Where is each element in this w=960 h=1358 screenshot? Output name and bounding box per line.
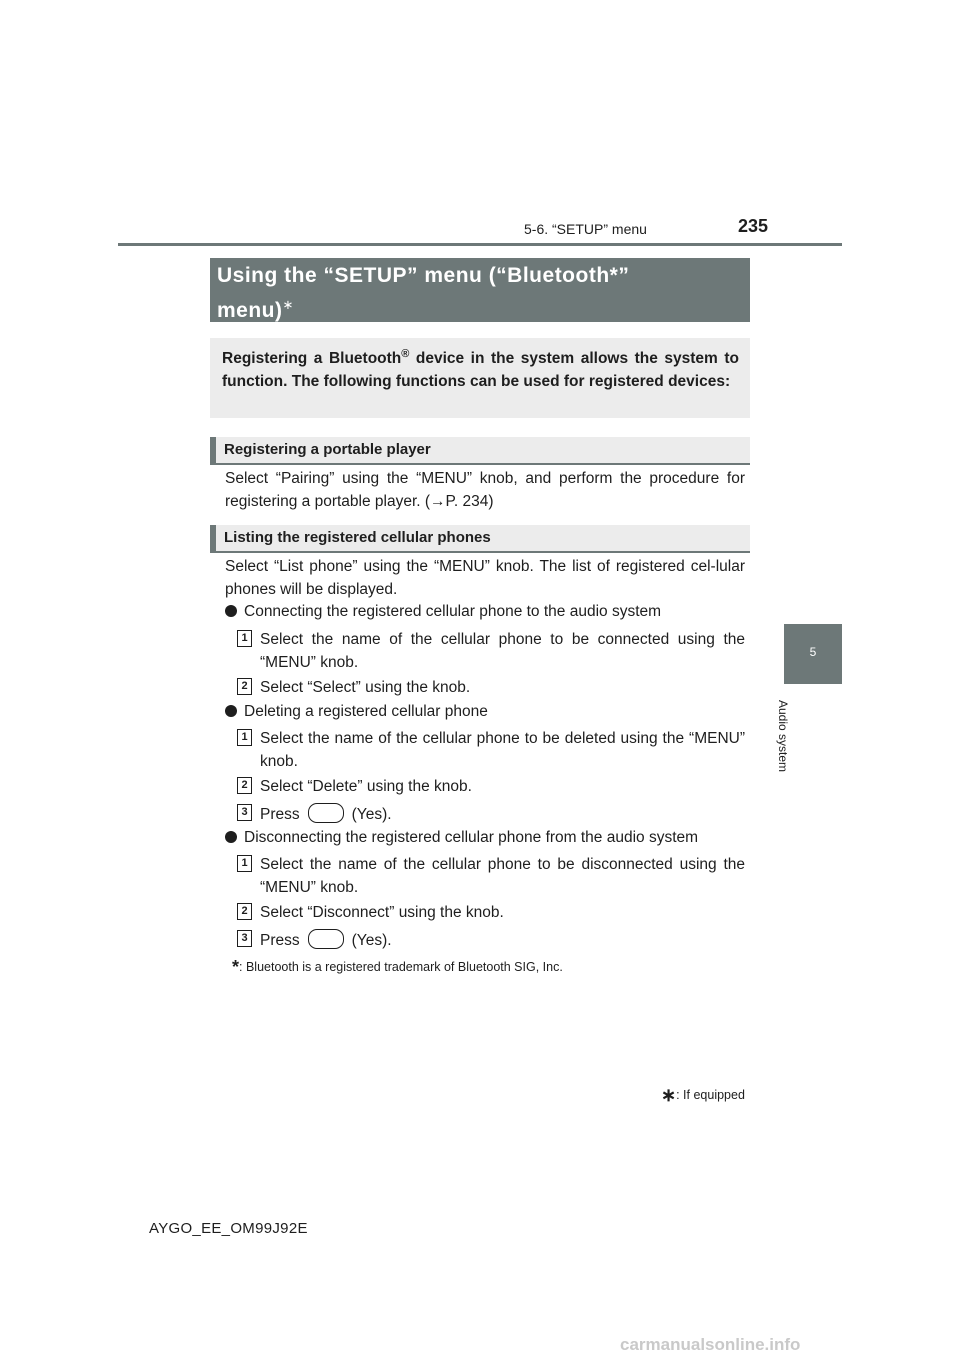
step-number-box: 2 (237, 678, 252, 695)
delete-step-1: Select the name of the cellular phone to be deleted using the “MENU” knob. (260, 730, 745, 770)
chapter-label: Audio system (776, 700, 790, 773)
step-number-box: 1 (237, 855, 252, 872)
bullet-dot-icon (225, 831, 237, 843)
bullet-connecting (225, 601, 755, 623)
document-id: AYGO_EE_OM99J92E (149, 1220, 308, 1237)
heading-bar (210, 437, 216, 463)
heading-phones-label: Listing the registered cellular phones (224, 529, 491, 546)
step-number-box: 1 (237, 729, 252, 746)
step-number-box: 3 (237, 930, 252, 947)
connect-step-1: Select the name of the cellular phone to be connected using the “MENU” knob. (260, 631, 745, 671)
press-label: Press (260, 806, 300, 823)
header-rule (118, 243, 842, 246)
intro-part2: device in the system allows the system to function. The following functions can be used for registered devices: (222, 350, 739, 390)
bullet-disconnecting-text: Disconnecting the registered cellular phone from the audio system (244, 829, 699, 846)
delete-step-2: Select “Delete” using the knob. (260, 778, 472, 795)
bullet-dot-icon (225, 605, 237, 617)
section-header: 5-6. “SETUP” menu (524, 221, 647, 237)
heading-portable-label: Registering a portable player (224, 441, 431, 458)
chapter-label-wrap (776, 700, 812, 830)
section-title-line1: Using the “SETUP” menu (“Bluetooth*” (217, 264, 630, 287)
connect-step-2: Select “Select” using the knob. (260, 679, 471, 696)
bullet-deleting (225, 701, 755, 723)
section-title (217, 261, 737, 325)
equipped-star-icon: ∗ (661, 1085, 677, 1105)
heading-bar (210, 525, 216, 551)
heading-portable-player (210, 437, 750, 465)
page-number: 235 (738, 216, 769, 236)
equipped-text: : If equipped (676, 1088, 745, 1102)
section-title-line2: menu) (217, 299, 283, 322)
if-equipped-note (661, 1085, 745, 1106)
section-title-box (210, 258, 750, 322)
registered-mark: ® (401, 348, 410, 360)
yes-label: (Yes). (351, 932, 392, 949)
chapter-number: 5 (809, 645, 817, 659)
step-number-box: 3 (237, 804, 252, 821)
disconnect-step-2: Select “Disconnect” using the knob. (260, 904, 504, 921)
bullet-connecting-text: Connecting the registered cellular phone to the audio system (244, 603, 662, 620)
yes-button-icon (308, 929, 344, 949)
phones-paragraph: Select “List phone” using the “MENU” knob. The list of registered cel-lular phones will be displayed. (225, 558, 745, 598)
press-label: Press (260, 932, 300, 949)
footnote-star-icon: * (232, 957, 240, 977)
bluetooth-footnote (232, 957, 752, 978)
intro-part1: Registering a Bluetooth (222, 350, 402, 368)
delete-step-3 (260, 803, 745, 827)
disconnect-step-1: Select the name of the cellular phone to be disconnected using the “MENU” knob. (260, 856, 745, 896)
portable-paragraph: Select “Pairing” using the “MENU” knob, and perform the procedure for registering a portable player. (→P. 234) (225, 470, 745, 510)
heading-registered-phones (210, 525, 750, 553)
step-number-box: 2 (237, 903, 252, 920)
yes-label: (Yes). (351, 806, 392, 823)
bullet-deleting-text: Deleting a registered cellular phone (244, 703, 488, 720)
intro-text (222, 343, 739, 393)
footnote-text: : Bluetooth is a registered trademark of Bluetooth SIG, Inc. (239, 960, 563, 974)
watermark: carmanualsonline.info (620, 1335, 801, 1354)
bullet-disconnecting (225, 827, 755, 849)
equipped-marker: ∗ (282, 297, 294, 312)
bullet-dot-icon (225, 705, 237, 717)
yes-button-icon (308, 803, 344, 823)
step-number-box: 1 (237, 630, 252, 647)
step-number-box: 2 (237, 777, 252, 794)
disconnect-step-3 (260, 929, 745, 953)
intro-box (210, 338, 750, 418)
